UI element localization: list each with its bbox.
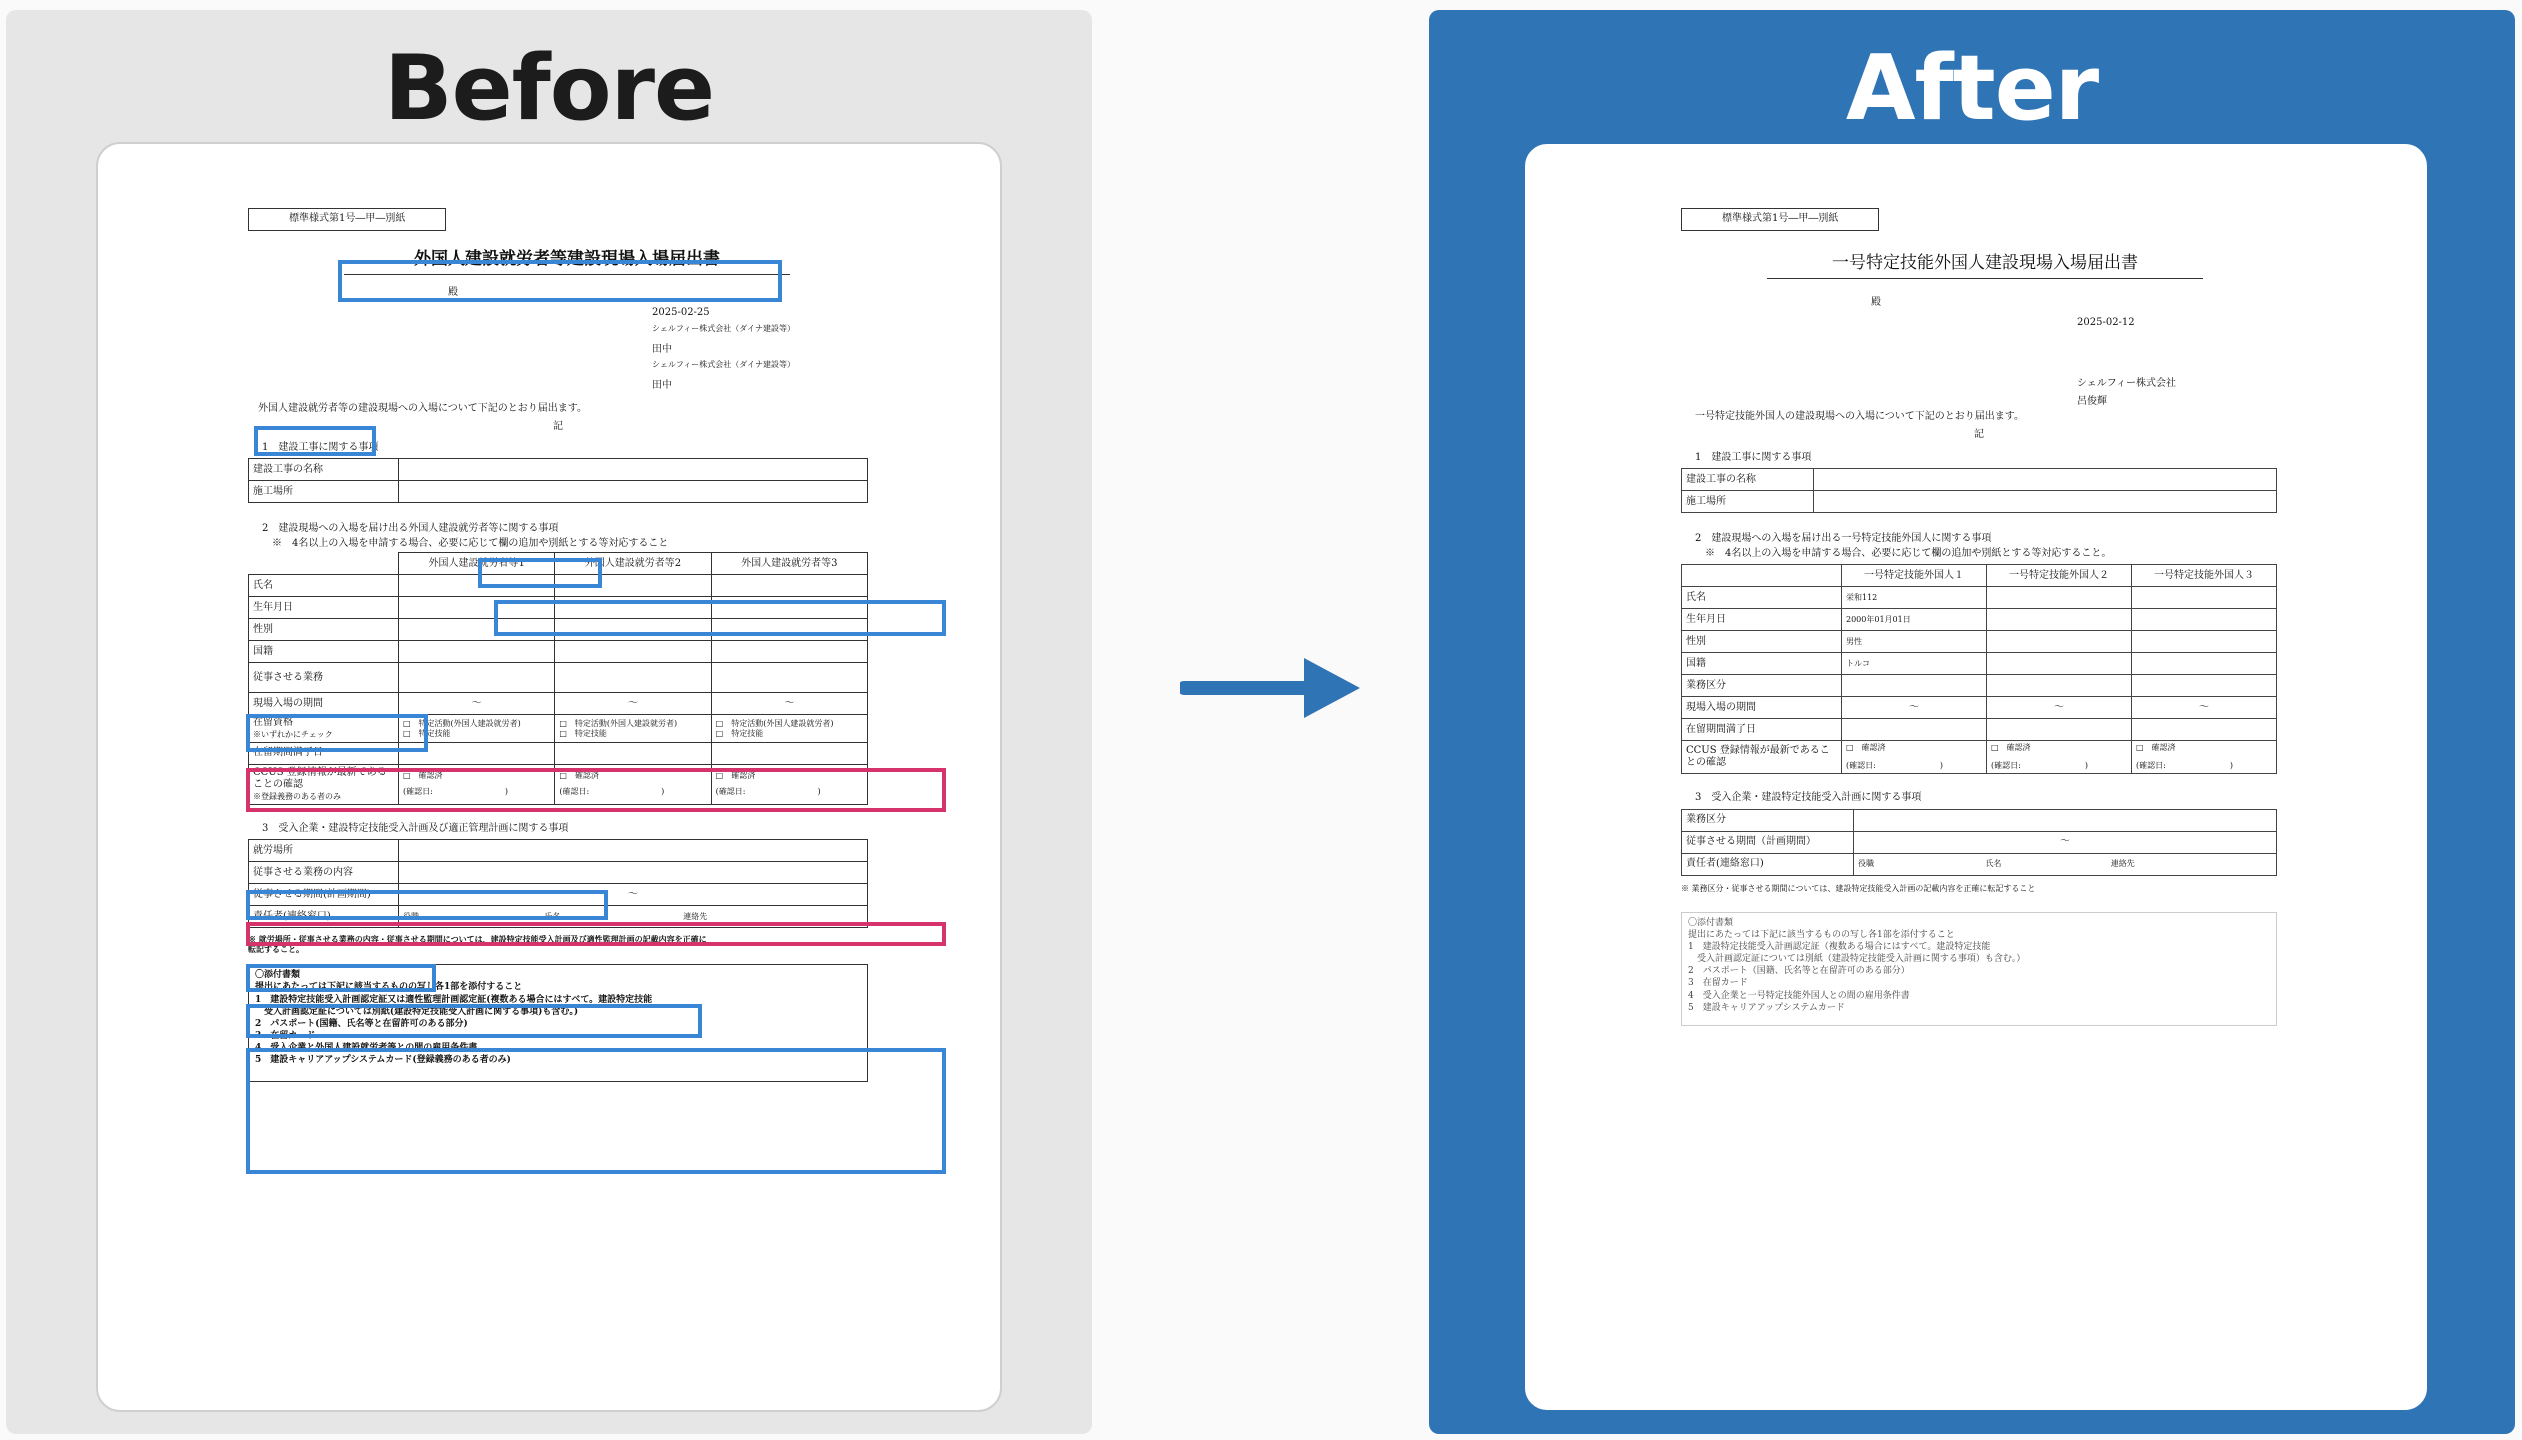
intro-text: の建設現場への入場について下記のとおり届出ます。: [348, 402, 587, 414]
status-cell[interactable]: [711, 715, 867, 743]
row-label: 生年月日: [1682, 609, 1842, 631]
cell[interactable]: [555, 742, 711, 764]
section-3-heading: 3 受入企業・建設特定技能受入計画及び適正管理計画に関する事項: [262, 822, 569, 834]
ccus-date: (確認日: ): [559, 787, 665, 797]
construction-name-cell[interactable]: [399, 459, 868, 481]
name-1: 田中: [652, 343, 672, 355]
highlight-work: [246, 714, 428, 752]
period-cell[interactable]: ～: [555, 693, 711, 715]
empty-header: [249, 553, 399, 575]
before-document: [96, 142, 1002, 1412]
cell[interactable]: [1854, 809, 2277, 831]
cell[interactable]: [711, 742, 867, 764]
ccus-date: (確認日: ): [1991, 761, 2088, 771]
section-2-note: ※ 4名以上の入場を申請する場合、必要に応じて欄の追加や別紙とする等対応すること: [272, 537, 669, 549]
submit-date: 2025-02-12: [2077, 317, 2135, 329]
section-2-table: [248, 552, 868, 805]
cell[interactable]: [1987, 609, 2132, 631]
worker-header-3: 外国人建設就労者等3: [711, 553, 867, 575]
attachments-box: [1681, 912, 2277, 1026]
cell[interactable]: [1842, 675, 1987, 697]
row-label: 氏名: [1682, 587, 1842, 609]
intro: [258, 403, 868, 416]
worker-header-2: 一号特定技能外国人２: [1987, 565, 2132, 587]
highlight-period: [246, 964, 436, 992]
ccus-cell[interactable]: [1987, 741, 2132, 774]
attachment-line: 提出にあたっては下記に該当するものの写し各1部を添付すること: [1688, 929, 1955, 940]
highlight-section2: [478, 558, 602, 588]
cell[interactable]: [2132, 719, 2277, 741]
status-option[interactable]: □ 特定技能: [715, 728, 764, 738]
section-3-table: [1681, 809, 2277, 876]
ki: 記: [553, 421, 563, 433]
role-cell[interactable]: 役職: [399, 906, 541, 928]
section-1-table: [1681, 468, 2277, 513]
cell[interactable]: [2132, 587, 2277, 609]
role-cell[interactable]: 役職: [1854, 853, 1982, 875]
section-2-note: ※ 4名以上の入場を申請する場合、必要に応じて欄の追加や別紙とする等対応すること。: [1705, 547, 2112, 559]
worker-header-1: 外国人建設就労者等1: [399, 553, 555, 575]
worker-header-3: 一号特定技能外国人３: [2132, 565, 2277, 587]
contact-cell[interactable]: 連絡先: [2107, 853, 2277, 875]
attachment-line: 4 受入企業と外国人建設就労者等との間の雇用条件書: [255, 1043, 478, 1054]
section-2-table: [1681, 564, 2277, 774]
period-cell[interactable]: ～: [399, 884, 868, 906]
cell[interactable]: [555, 641, 711, 663]
row-label: 性別: [1682, 631, 1842, 653]
cell[interactable]: [555, 663, 711, 693]
period-cell[interactable]: ～: [1854, 831, 2277, 853]
status-cell[interactable]: [555, 715, 711, 743]
intro: 一号特定技能外国人の建設現場への入場について下記のとおり届出ます。: [1695, 410, 2024, 422]
empty-header: [1682, 565, 1842, 587]
after-document: [1523, 142, 2429, 1412]
row-label: 国籍: [249, 641, 399, 663]
ccus-date: (確認日: ): [403, 787, 508, 797]
highlight-workplace: [246, 922, 946, 946]
ccus-check[interactable]: □ 確認済: [1991, 743, 2031, 753]
row-label: 性別: [249, 619, 399, 641]
status-option[interactable]: □ 特定活動(外国人建設就労者): [715, 718, 834, 728]
name: 呂俊輝: [2077, 396, 2107, 408]
section-1-heading: 1 建設工事に関する事項: [1695, 451, 1812, 463]
status-option[interactable]: □ 特定活動(外国人建設就労者): [559, 718, 678, 728]
attachment-line: 4 受入企業と一号特定技能外国人との間の雇用条件書: [1688, 990, 1910, 1001]
attachment-line: 1 建設特定技能受入計画認定証（複数ある場合にはすべて。建設特定技能: [1688, 942, 1991, 953]
row-label: 在留期間満了日: [249, 742, 399, 764]
company-2: シェルフィー株式会社（ダイナ建設等）: [652, 360, 796, 370]
worker1-cell[interactable]: 2000年01月01日: [1842, 609, 1987, 631]
after-label: After: [1845, 36, 2099, 141]
row-label: 従事させる期間(計画期間): [249, 884, 399, 906]
section-2-heading: 2 建設現場への入場を届け出る外国人建設就労者等に関する事項: [262, 523, 559, 535]
person-cell[interactable]: 氏名: [1981, 853, 2106, 875]
document-title: 一号特定技能外国人建設現場入場届出書: [1767, 249, 2203, 279]
ccus-cell[interactable]: [2132, 741, 2277, 774]
cell[interactable]: [1987, 631, 2132, 653]
period-cell[interactable]: ～: [1987, 697, 2132, 719]
cell[interactable]: [399, 641, 555, 663]
after-panel: [1429, 10, 2515, 1434]
document-title: 外国人建設就労者等建設現場入場届出書: [344, 245, 790, 275]
attachment-line: 2 パスポート（国籍、氏名等と在留許可のある部分）: [1688, 966, 1910, 977]
row-label: 建設工事の名称: [1682, 469, 1814, 491]
cell[interactable]: [399, 840, 868, 862]
form-number: 標準様式第1号―甲―別紙: [1681, 208, 1879, 231]
highlight-attachments: [246, 1048, 946, 1174]
before-panel: [6, 10, 1092, 1434]
row-label: 現場入場の期間: [249, 693, 399, 715]
row-label: 国籍: [1682, 653, 1842, 675]
submit-date: 2025-02-25: [652, 307, 710, 319]
period-cell[interactable]: ～: [2132, 697, 2277, 719]
company-1: シェルフィー株式会社（ダイナ建設等）: [652, 323, 796, 333]
cell[interactable]: [1987, 719, 2132, 741]
status-option[interactable]: □ 特定技能: [403, 728, 451, 738]
row-label: 就労場所: [249, 840, 399, 862]
section-1-heading: 1 建設工事に関する事項: [262, 441, 379, 453]
attachment-line: 3 在留カード: [255, 1030, 316, 1041]
cell[interactable]: [1987, 653, 2132, 675]
ccus-date: (確認日: ): [715, 787, 821, 797]
cell[interactable]: [2132, 631, 2277, 653]
highlight-status: [246, 768, 946, 812]
name-2: 田中: [652, 380, 672, 392]
ccus-label-cell: [1682, 741, 1842, 774]
period-cell[interactable]: ～: [399, 693, 555, 715]
cell[interactable]: [1987, 675, 2132, 697]
form-number: 標準様式第1号―甲―別紙: [248, 208, 446, 231]
ccus-check[interactable]: □ 確認済: [1846, 743, 1886, 753]
intro-highlight: 外国人建設就労者等: [258, 402, 348, 414]
section-3-heading: 3 受入企業・建設特定技能受入計画に関する事項: [1695, 792, 1922, 804]
before-label: Before: [383, 36, 715, 141]
status-option[interactable]: □ 特定活動(外国人建設就労者): [403, 718, 521, 728]
row-label: 在留期間満了日: [1682, 719, 1842, 741]
row-label: 業務区分: [1682, 675, 1842, 697]
cell[interactable]: [399, 862, 868, 884]
cell[interactable]: [2132, 609, 2277, 631]
construction-site-cell[interactable]: [1814, 491, 2277, 513]
section-1-table: [248, 458, 868, 503]
cell[interactable]: [399, 663, 555, 693]
highlight-worker-headers: [494, 600, 946, 636]
ccus-label: CCUS 登録情報が最新であることの確認: [253, 766, 387, 791]
attachment-line: 5 建設キャリアアップシステムカード: [1688, 1002, 1845, 1013]
cell[interactable]: [1842, 719, 1987, 741]
worker1-cell[interactable]: 男性: [1842, 631, 1987, 653]
highlight-intro: [254, 426, 376, 456]
row-label: 従事させる業務: [249, 663, 399, 693]
row-label: 建設工事の名称: [249, 459, 399, 481]
ccus-check[interactable]: □ 確認済: [2136, 743, 2176, 753]
ki: 記: [1974, 429, 1984, 441]
attachments-title: 〇添付書類: [1688, 917, 1734, 928]
arrow-right-icon: [1180, 656, 1364, 720]
status-sub: ※いずれかにチェック: [253, 729, 333, 739]
ccus-label: CCUS 登録情報が最新であることの確認: [1686, 744, 1830, 769]
attachment-line: 5 建設キャリアアップシステムカード(登録義務のある者のみ): [255, 1055, 511, 1066]
construction-site-cell[interactable]: [399, 481, 868, 503]
ccus-date: (確認日: ): [1846, 761, 1943, 771]
attachment-line: 受入計画認定証については別紙(建設特定技能受入計画に関する事項)も含む。): [255, 1006, 579, 1017]
worker1-cell[interactable]: トルコ: [1842, 653, 1987, 675]
person-cell[interactable]: 氏名: [540, 906, 679, 928]
attachment-line: 提出にあたっては下記に該当するものの写し各1部を添付すること: [255, 982, 523, 993]
period-cell[interactable]: ～: [1842, 697, 1987, 719]
worker-header-2: 外国人建設就労者等2: [555, 553, 711, 575]
ccus-check[interactable]: □ 確認済: [403, 771, 443, 781]
before-form: [248, 208, 868, 1082]
cell[interactable]: [2132, 653, 2277, 675]
attachments-title: 〇添付書類: [255, 970, 301, 981]
row-label: 現場入場の期間: [1682, 697, 1842, 719]
ccus-check[interactable]: □ 確認済: [559, 771, 599, 781]
status-option[interactable]: □ 特定技能: [559, 728, 607, 738]
highlight-section3: [246, 890, 608, 920]
status-label: 在留資格: [253, 717, 293, 729]
company: シェルフィー株式会社: [2077, 377, 2176, 389]
highlight-note: [246, 1004, 702, 1038]
row-label: 責任者(連絡窓口): [1682, 853, 1854, 875]
cell[interactable]: [711, 575, 867, 597]
addressee: 殿: [1871, 296, 1881, 308]
highlight-title: [338, 260, 782, 302]
row-label: 施工場所: [1682, 491, 1814, 513]
ccus-check[interactable]: □ 確認済: [715, 771, 756, 781]
row-label: 氏名: [249, 575, 399, 597]
row-label: 従事させる期間（計画期間）: [1682, 831, 1854, 853]
row-label: 施工場所: [249, 481, 399, 503]
attachment-line: 1 建設特定技能受入計画認定証又は適性監理計画認定証(複数ある場合にはすべて。建設特定技能: [255, 994, 653, 1005]
row-label: 生年月日: [249, 597, 399, 619]
ccus-cell[interactable]: [1842, 741, 1987, 774]
section-3-note: ※ 業務区分・従事させる期間については、建設特定技能受入計画の記載内容を正確に転記すること: [1681, 883, 2036, 893]
row-label: 業務区分: [1682, 809, 1854, 831]
section-2-heading: 2 建設現場への入場を届け出る一号特定技能外国人に関する事項: [1695, 533, 1992, 545]
attachment-line: 2 パスポート(国籍、氏名等と在留許可のある部分): [255, 1018, 468, 1029]
section-3-note: ※ 就労場所・従事させる業務の内容・従事させる期間については、建設特定技能受入計画及び適性監理計画の記載内容を正確に転記すること。: [248, 934, 707, 955]
row-label: 従事させる業務の内容: [249, 862, 399, 884]
attachment-line: 3 在留カード: [1688, 978, 1748, 989]
construction-name-cell[interactable]: [1814, 469, 2277, 491]
cell[interactable]: [1987, 587, 2132, 609]
contact-cell[interactable]: 連絡先: [679, 906, 867, 928]
ccus-sub: ※登録義務のある者のみ: [253, 791, 341, 801]
row-label: 責任者(連絡窓口): [249, 906, 399, 928]
ccus-date: (確認日: ): [2136, 761, 2233, 771]
cell[interactable]: [711, 641, 867, 663]
addressee: 殿: [448, 286, 458, 298]
cell[interactable]: [2132, 675, 2277, 697]
worker1-cell[interactable]: 栄和112: [1842, 587, 1987, 609]
after-form: [1681, 208, 2277, 1026]
worker-header-1: 一号特定技能外国人１: [1842, 565, 1987, 587]
attachment-line: 受入計画認定証については別紙（建設特定技能受入計画に関する事項）も含む。）: [1688, 954, 2026, 965]
period-cell[interactable]: ～: [711, 693, 867, 715]
cell[interactable]: [711, 663, 867, 693]
